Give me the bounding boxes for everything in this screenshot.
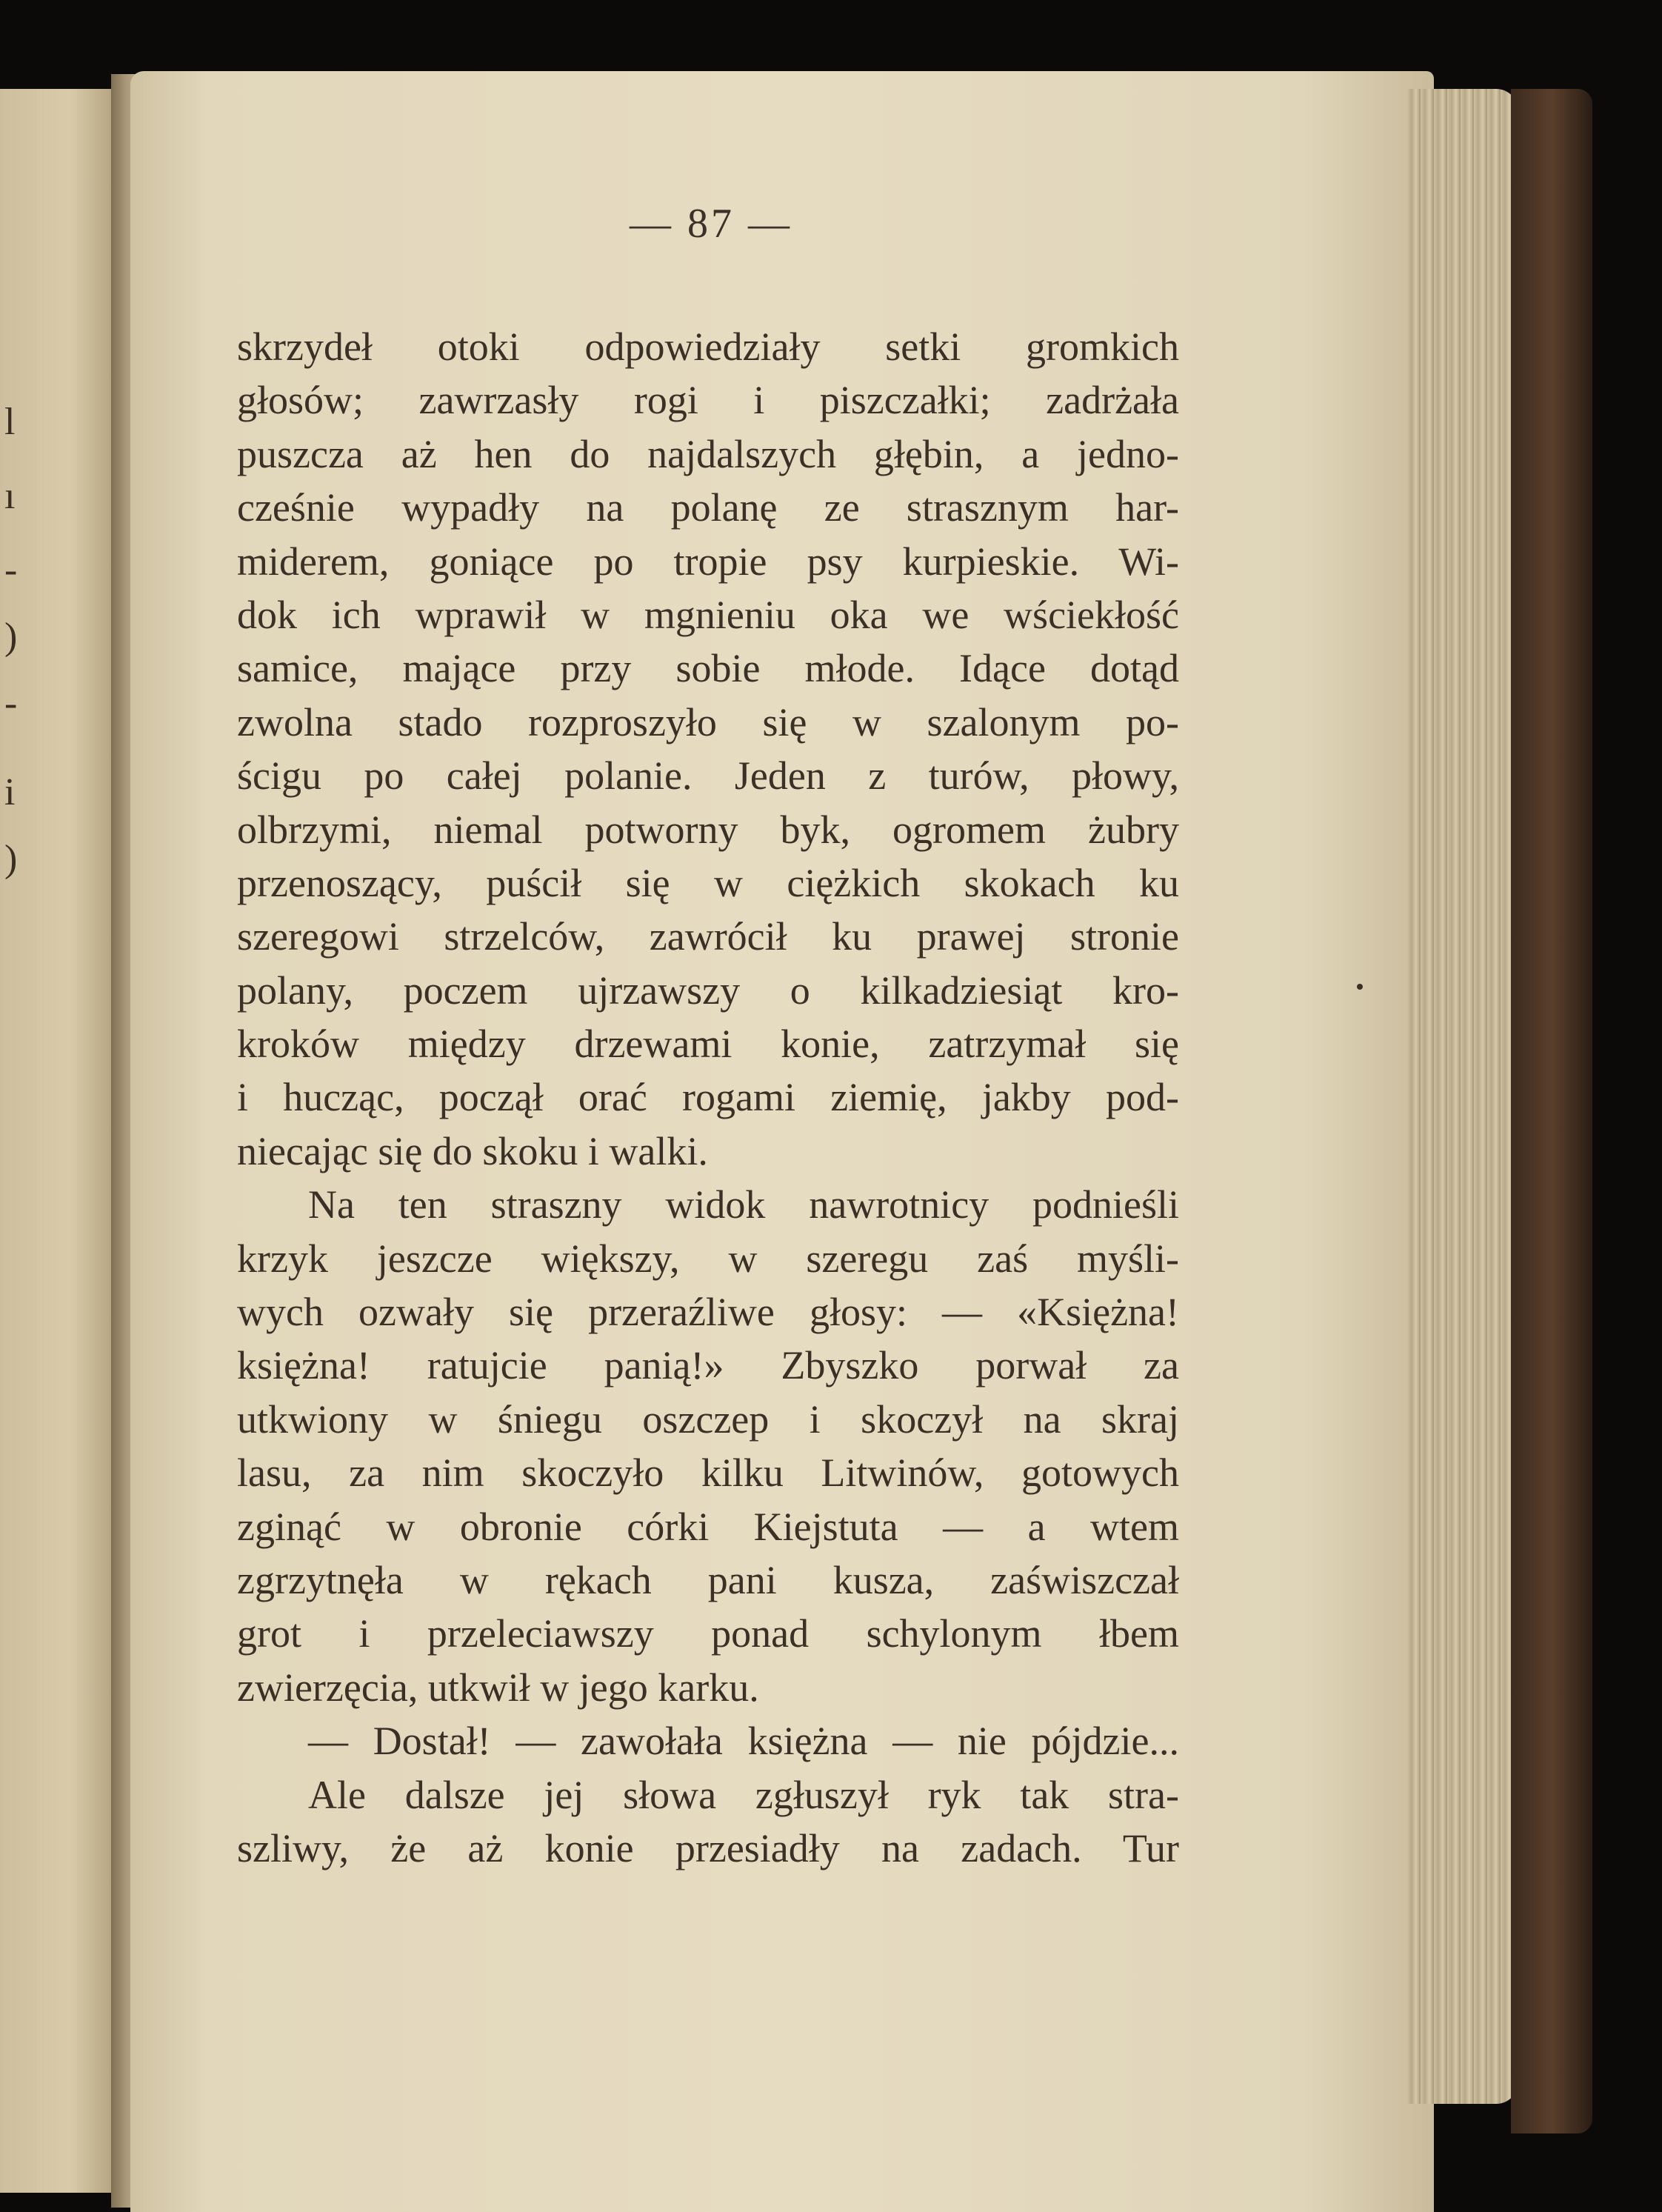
page-edges xyxy=(1407,89,1518,2104)
text-line: utkwiony w śniegu oszczep i skoczył na skraj xyxy=(237,1396,1179,1442)
text-line: Ale dalsze jej słowa zgłuszył ryk tak stra- xyxy=(308,1772,1179,1817)
text-line: samice, mające przy sobie młode. Idące dotąd xyxy=(237,646,1179,691)
text-line: grot i przeleciawszy ponad schylonym łbem xyxy=(237,1611,1179,1656)
text-line: krzyk jeszcze większy, w szeregu zaś myśli- xyxy=(237,1236,1179,1281)
book-cover xyxy=(1511,89,1592,2133)
text-line: zgrzytnęła w rękach pani kusza, zaświszczał xyxy=(237,1557,1179,1602)
ink-speck xyxy=(1357,984,1363,990)
text-line: głosów; zawrzasły rogi i piszczałki; zadrżała xyxy=(237,378,1179,423)
text-line: kroków między drzewami konie, zatrzymał się xyxy=(237,1022,1179,1067)
text-line: zwolna stado rozproszyło się w szalonym po- xyxy=(237,699,1179,744)
text-line: — Dostał! — zawołała księżna — nie pójdzie... xyxy=(308,1719,1179,1764)
text-line: szliwy, że aż konie przesiadły na zadach. Tur xyxy=(237,1825,1179,1870)
left-page-fragment: i xyxy=(4,771,16,813)
text-line: olbrzymi, niemal potworny byk, ogromem żubry xyxy=(237,807,1179,852)
left-page-fragment: l xyxy=(4,401,16,443)
left-page-fragment: ) xyxy=(4,616,18,658)
text-line: cześnie wypadły na polanę ze strasznym har- xyxy=(237,485,1179,530)
text-line: zwierzęcia, utkwił w jego karku. xyxy=(237,1665,759,1710)
text-line: puszcza aż hen do najdalszych głębin, a jedno- xyxy=(237,431,1179,476)
text-line: wych ozwały się przeraźliwe głosy: — «Księżna! xyxy=(237,1290,1179,1335)
left-page-edge xyxy=(0,89,127,2193)
text-line: szeregowi strzelców, zawrócił ku prawej stronie xyxy=(237,914,1179,959)
text-line: i hucząc, począł orać rogami ziemię, jakby pod- xyxy=(237,1075,1179,1120)
text-line: zginąć w obronie córki Kiejstuta — a wtem xyxy=(237,1504,1179,1549)
text-line: polany, poczem ujrzawszy o kilkadziesiąt kro- xyxy=(237,967,1179,1013)
text-line: Na ten straszny widok nawrotnicy podnieśli xyxy=(308,1182,1179,1227)
text-line: przenoszący, puścił się w ciężkich skokach ku xyxy=(237,860,1179,905)
text-line: skrzydeł otoki odpowiedziały setki gromkich xyxy=(237,324,1179,369)
text-line: lasu, za nim skoczyło kilku Litwinów, gotowych xyxy=(237,1450,1179,1496)
left-page-fragment: ı xyxy=(4,475,16,517)
text-line: miderem, goniące po tropie psy kurpieskie. Wi- xyxy=(237,539,1179,584)
text-line: księżna! ratujcie panią!» Zbyszko porwał za xyxy=(237,1343,1179,1388)
page-number: — 87 — xyxy=(630,201,792,247)
text-line: niecając się do skoku i walki. xyxy=(237,1128,708,1173)
left-page-fragment: - xyxy=(4,682,18,724)
text-line: ścigu po całej polanie. Jeden z turów, płowy, xyxy=(237,753,1179,799)
left-page-fragment: ) xyxy=(4,838,18,880)
left-page-fragment: - xyxy=(4,549,18,591)
text-line: dok ich wprawił w mgnieniu oka we wściekłość xyxy=(237,592,1179,637)
body-text xyxy=(237,320,1179,1875)
